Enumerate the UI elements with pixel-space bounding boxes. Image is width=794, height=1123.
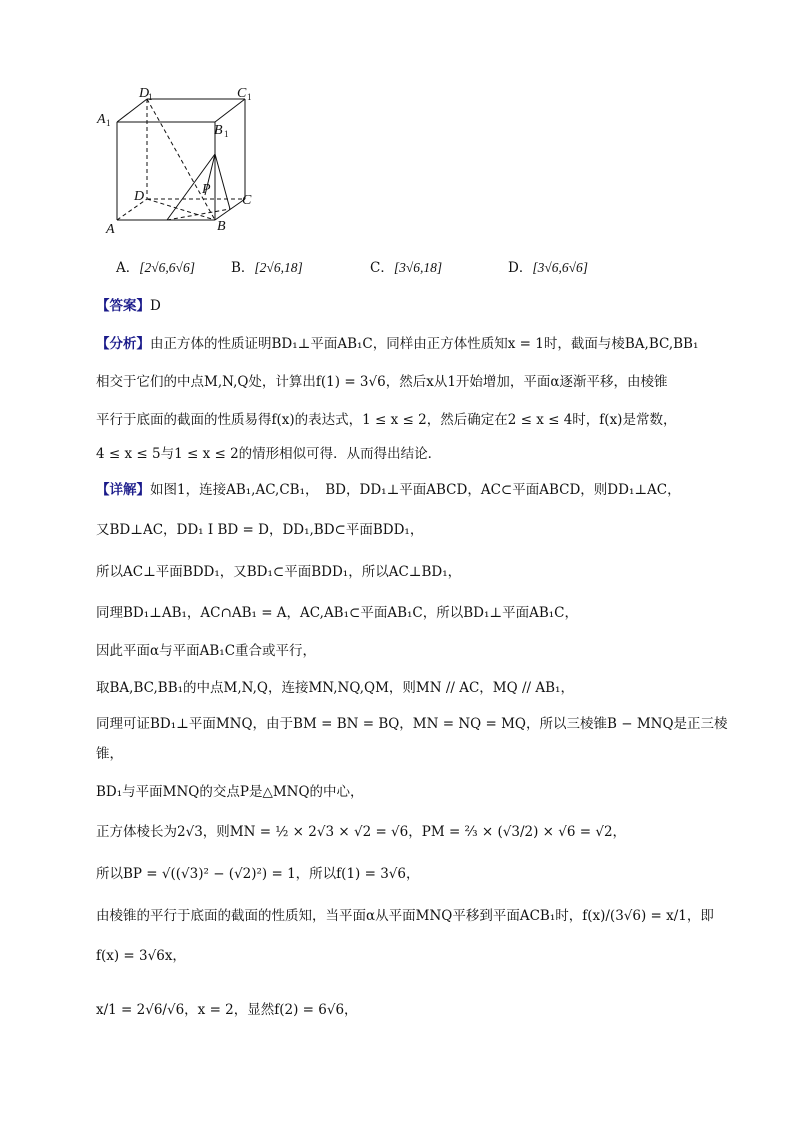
label-c1-sub: 1 <box>247 92 252 102</box>
detail-line-13: f(x) = 3√6x， <box>96 948 186 964</box>
detail-line-9: BD₁与平面MNQ的交点P是△MNQ的中心， <box>96 784 364 800</box>
label-d1-sub: 1 <box>148 92 153 102</box>
detail-line-10: 正方体棱长为2√3，则MN = ½ × 2√3 × √2 = √6，PM = ⅔ × (√3/2) × √6 = √2， <box>96 824 627 840</box>
detail-line-5: 因此平面α与平面AB₁C重合或平行， <box>96 643 317 659</box>
label-b1-sub: 1 <box>224 129 229 139</box>
label-c: C <box>242 193 252 208</box>
option-b: B．[2√6,18] <box>231 260 303 276</box>
answer-tag: 【答案】 <box>96 298 150 314</box>
answer-line <box>96 296 161 316</box>
detail-line-7: 同理可证BD₁⊥平面MNQ，由于BM = BN = BQ，MN = NQ = MQ，所以三棱锥B − MNQ是正三棱 <box>96 716 728 732</box>
analysis-line-1: 【分析】由正方体的性质证明BD₁⊥平面AB₁C，同样由正方体性质知x = 1时，截面与棱BA,BC,BB₁ <box>96 336 699 352</box>
label-a1-sub: 1 <box>106 118 111 128</box>
detail-line-2: 又BD⊥AC，DD₁ I BD = D，DD₁,BD⊂平面BDD₁， <box>96 522 424 538</box>
label-p: P <box>202 182 211 197</box>
detail-line-1: 【详解】如图1，连接AB₁,AC,CB₁， BD，DD₁⊥平面ABCD，AC⊂平面ABCD，则DD₁⊥AC， <box>96 482 681 498</box>
label-c1: C <box>237 86 247 101</box>
detail-line-14: x/1 = 2√6/√6，x = 2，显然f(2) = 6√6， <box>96 1002 358 1018</box>
analysis-line-2: 相交于它们的中点M,N,Q处，计算出f(1) = 3√6，然后x从1开始增加，平面α逐渐平移，由棱锥 <box>96 374 668 390</box>
cube-figure <box>95 82 275 242</box>
detail-line-6: 取BA,BC,BB₁的中点M,N,Q，连接MN,NQ,QM，则MN // AC，MQ // AB₁， <box>96 680 574 696</box>
detail-line-11: 所以BP = √((√3)² − (√2)²) = 1，所以f(1) = 3√6， <box>96 866 420 882</box>
analysis-tag: 【分析】 <box>96 336 150 352</box>
label-b: B <box>217 219 226 234</box>
analysis-line-4: 4 ≤ x ≤ 5与1 ≤ x ≤ 2的情形相似可得．从而得出结论． <box>96 446 442 462</box>
analysis-line-3: 平行于底面的截面的性质易得f(x)的表达式，1 ≤ x ≤ 2，然后确定在2 ≤ x ≤ 4时，f(x)是常数， <box>96 412 677 428</box>
option-d: D．[3√6,6√6] <box>508 260 589 276</box>
label-a1: A <box>97 112 106 127</box>
detail-line-4: 同理BD₁⊥AB₁，AC∩AB₁ = A，AC,AB₁⊂平面AB₁C，所以BD₁⊥平面AB₁C， <box>96 605 579 621</box>
label-a: A <box>106 222 115 237</box>
answer-options <box>116 256 716 278</box>
label-b1: B <box>214 123 223 138</box>
label-d: D <box>134 189 145 204</box>
option-c: C．[3√6,18] <box>370 260 443 276</box>
detail-line-8: 锥， <box>96 746 123 762</box>
answer-value: D <box>150 298 161 314</box>
option-a: A．[2√6,6√6] <box>116 260 195 276</box>
label-d1: D <box>139 86 150 101</box>
detail-tag: 【详解】 <box>96 482 150 498</box>
detail-line-3: 所以AC⊥平面BDD₁，又BD₁⊂平面BDD₁，所以AC⊥BD₁， <box>96 564 462 580</box>
detail-line-12: 由棱锥的平行于底面的截面的性质知，当平面α从平面MNQ平移到平面ACB₁时，f(x)/(3√6) = x/1，即 <box>96 908 714 924</box>
